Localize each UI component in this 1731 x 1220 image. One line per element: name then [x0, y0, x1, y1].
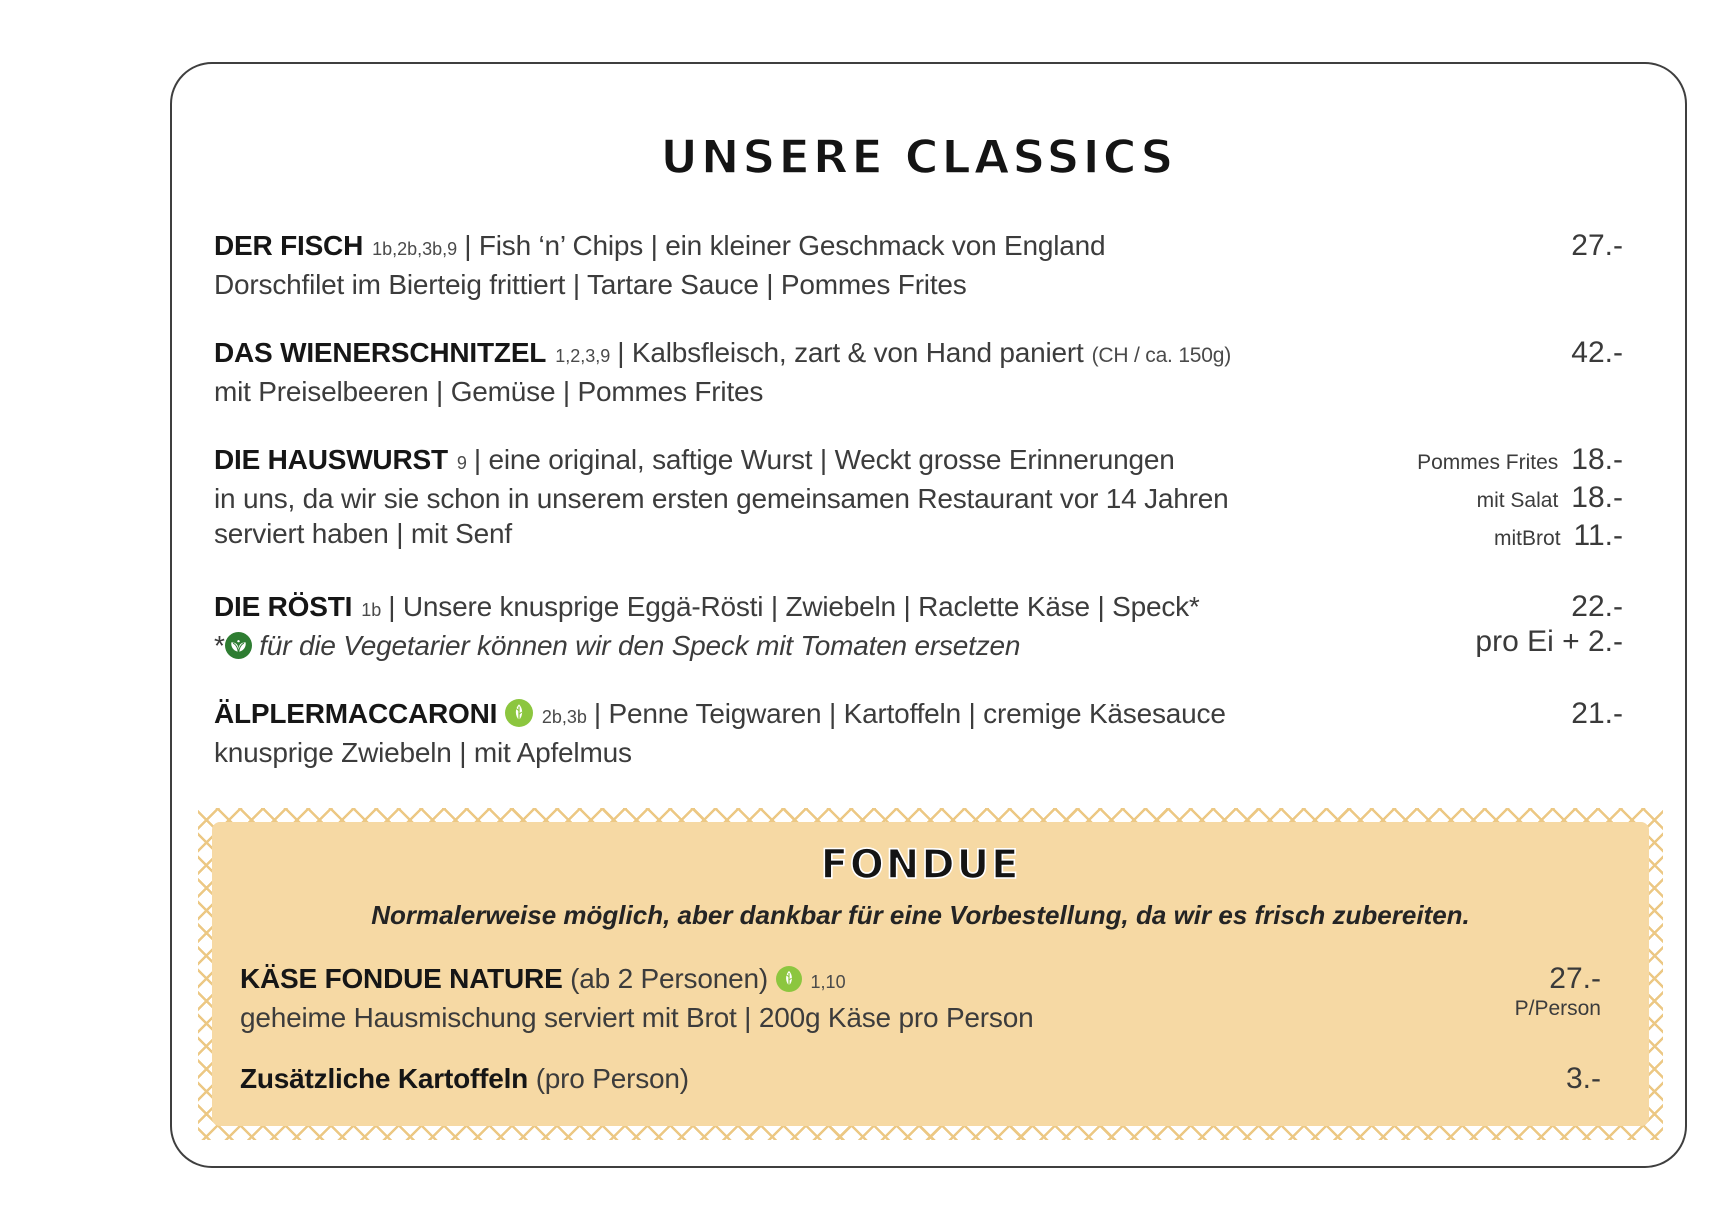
item-price-column: [1475, 589, 1623, 663]
menu-item-der-fisch: [214, 228, 1623, 302]
fondue-section-frame: [198, 808, 1663, 1140]
item-price-column: [1571, 335, 1623, 409]
side-option-label: mitBrot: [1494, 527, 1561, 550]
item-headline: [214, 442, 1399, 481]
item-headline: [214, 589, 1457, 628]
allergen-codes: 1,2,3,9: [555, 346, 611, 366]
item-price-column: [1571, 696, 1623, 770]
allergen-codes: 1,10: [810, 972, 846, 992]
classics-item-list: [214, 228, 1623, 770]
menu-item-roesti: [214, 589, 1623, 663]
item-description: | Unsere knusprige Eggä-Rösti | Zwiebeln | Raclette Käse | Speck*: [388, 591, 1200, 622]
section-title-classics: UNSERE CLASSICS UNSERE CLASSICS: [214, 130, 1623, 184]
item-description-2: Dorschfilet im Bierteig frittiert | Tartare Sauce | Pommes Frites: [214, 269, 967, 300]
fondue-section: [212, 822, 1649, 1126]
price: 21.-: [1571, 697, 1623, 730]
price: 27.-: [1549, 962, 1601, 995]
side-option-label: Pommes Frites: [1417, 451, 1559, 474]
menu-item-wienerschnitzel: [214, 335, 1623, 409]
price-unit: P/Person: [1514, 997, 1601, 1020]
item-name: DAS WIENERSCHNITZEL: [214, 337, 547, 368]
price: 42.-: [1571, 336, 1623, 369]
side-option-label: mit Salat: [1476, 489, 1559, 512]
fondue-item-list: [240, 961, 1601, 1096]
vegetarian-leaf-icon: [776, 966, 802, 992]
side-option-price: 18.-: [1571, 481, 1623, 514]
item-description: | eine original, saftige Wurst | Weckt grosse Erinnerungen: [473, 444, 1175, 475]
vegetarian-leaves-icon: [225, 632, 252, 659]
item-headline: [214, 228, 1553, 267]
item-name-suffix: (ab 2 Personen): [570, 963, 768, 994]
item-description-2: mit Preiselbeeren | Gemüse | Pommes Frites: [214, 376, 764, 407]
allergen-codes: 1b,2b,3b,9: [372, 239, 458, 259]
item-name: DER FISCH: [214, 230, 364, 261]
item-name-suffix: (pro Person): [535, 1063, 689, 1094]
item-description-3: serviert haben | mit Senf: [214, 518, 512, 549]
item-name: KÄSE FONDUE NATURE: [240, 963, 563, 994]
fondue-preorder-note: Normalerweise möglich, aber dankbar für eine Vorbestellung, da wir es frisch zubereiten.: [371, 900, 1470, 930]
vegetarian-leaf-icon: [505, 699, 533, 727]
side-option-price: 18.-: [1571, 443, 1623, 476]
item-headline: [214, 696, 1553, 735]
item-price-column: [1566, 1061, 1601, 1096]
menu-item-hauswurst: [214, 442, 1623, 556]
side-option-price: 11.-: [1573, 519, 1623, 552]
item-name: Zusätzliche Kartoffeln: [240, 1063, 529, 1094]
side-option: [1417, 518, 1623, 556]
item-text: [214, 696, 1553, 770]
item-description-2: geheime Hausmischung serviert mit Brot | 200g Käse pro Person: [240, 1002, 1034, 1033]
item-description: | Fish ‘n’ Chips | ein kleiner Geschmack von England: [464, 230, 1106, 261]
item-price-column: [1571, 228, 1623, 302]
item-description: | Penne Teigwaren | Kartoffeln | cremige Käsesauce: [593, 698, 1226, 729]
vegetarian-note-line: [214, 628, 1457, 663]
allergen-codes: 9: [456, 453, 467, 473]
price: 27.-: [1571, 229, 1623, 262]
item-description: | Kalbsfleisch, zart & von Hand paniert: [617, 337, 1084, 368]
price-per-egg: pro Ei + 2.-: [1475, 625, 1623, 658]
asterisk-marker: *: [214, 630, 225, 661]
origin-weight-note: (CH / ca. 150g): [1091, 344, 1232, 367]
allergen-codes: 2b,3b: [541, 707, 587, 727]
item-price-column: [1515, 961, 1601, 1035]
price: 22.-: [1571, 590, 1623, 623]
price: 3.-: [1565, 1062, 1601, 1095]
item-text: [214, 335, 1553, 409]
item-description-2: knusprige Zwiebeln | mit Apfelmus: [214, 737, 632, 768]
item-name: DIE RÖSTI: [214, 591, 353, 622]
item-headline: [240, 1061, 1548, 1096]
allergen-codes: 1b: [361, 600, 382, 620]
item-text: [214, 589, 1457, 663]
item-headline: [214, 335, 1553, 374]
menu-item-kaese-fondue-nature: [240, 961, 1601, 1035]
menu-item-zusaetzliche-kartoffeln: [240, 1061, 1601, 1096]
item-name: DIE HAUSWURST: [214, 444, 448, 475]
menu-card: [170, 62, 1687, 1168]
side-option: [1417, 480, 1623, 518]
item-name: ÄLPLERMACCARONI: [214, 698, 498, 729]
vegetarian-note: für die Vegetarier können wir den Speck mit Tomaten ersetzen: [259, 630, 1021, 661]
item-text: [240, 961, 1497, 1035]
item-description-2: in uns, da wir sie schon in unserem ersten gemeinsamen Restaurant vor 14 Jahren: [214, 483, 1229, 514]
item-headline: [240, 961, 1497, 1000]
item-text: [240, 1061, 1548, 1096]
item-price-column: [1417, 442, 1623, 556]
item-text: [214, 228, 1553, 302]
menu-item-aelplermaccaroni: [214, 696, 1623, 770]
side-option: [1417, 442, 1623, 480]
section-title-fondue: FONDUE FONDUE: [240, 842, 1601, 888]
item-text: [214, 442, 1399, 556]
